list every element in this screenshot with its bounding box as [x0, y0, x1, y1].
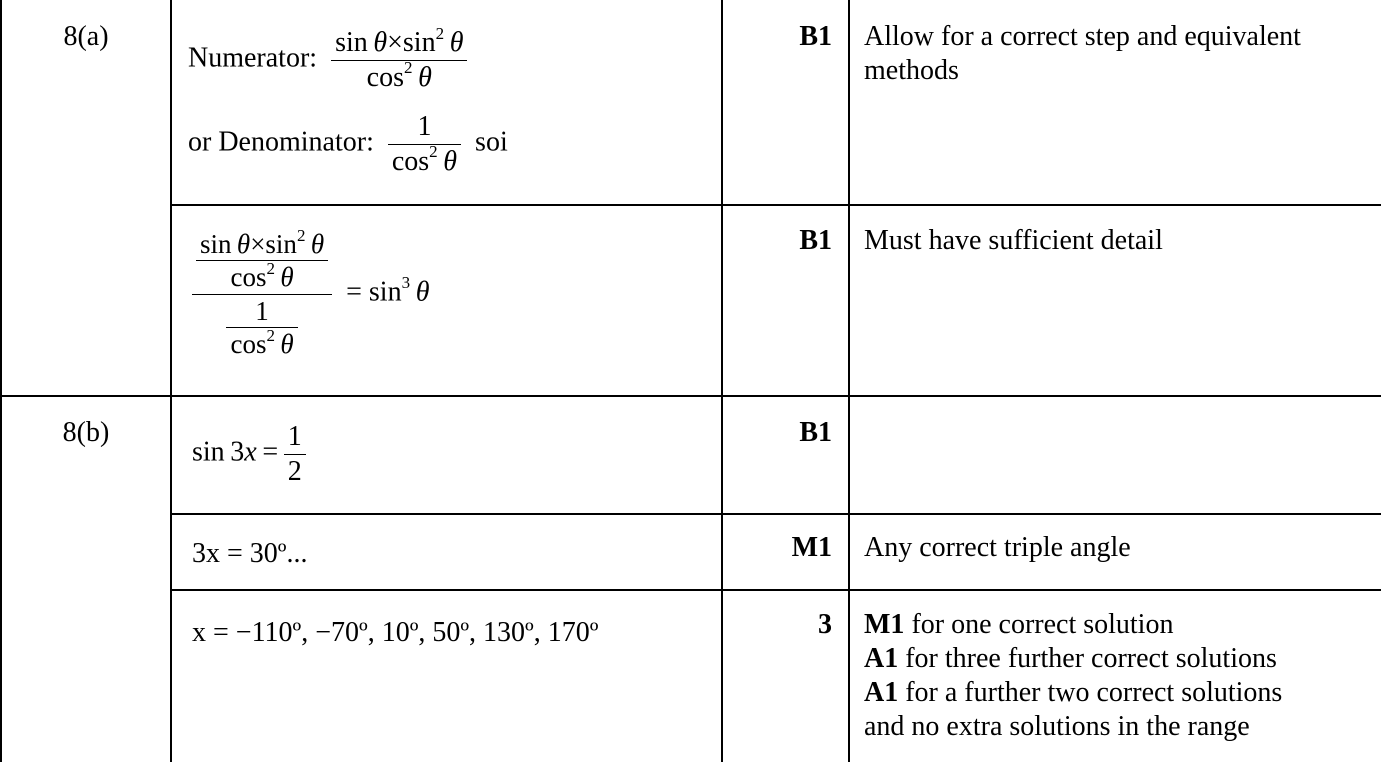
compound-fraction [192, 228, 332, 361]
guidance-line: Allow for a correct step and equivalent [864, 21, 1301, 52]
guidance-line: methods [864, 54, 959, 86]
answer-equation: sin 3x = $\frac{1}{2}$ [192, 420, 306, 488]
answer-solutions: x = −110º, −70º, 10º, 50º, 130º, 170º [192, 617, 599, 648]
mark-code: 3 [818, 609, 832, 640]
answer-numerator-step [188, 23, 467, 94]
mark-code: B1 [799, 417, 832, 448]
answer-suffix: soi [475, 126, 508, 158]
mark-code: M1 [791, 532, 832, 563]
table-border-left [0, 0, 2, 762]
answer-result: = sin [346, 276, 402, 308]
fraction: $\frac{1}{\cos^2 \theta}$ [388, 110, 461, 178]
guidance-item [864, 608, 1374, 642]
fraction: $\frac{\sin \theta\times\sin^2 \theta}{\cos^2 \theta}$ [196, 228, 328, 294]
guidance-text [864, 20, 1374, 87]
answer-compound-fraction: $\frac{\frac{\sin \theta\times\sin^2 \theta}{\cos^2 \theta}}{\frac{1}{\cos^2 \theta}}$ = $\sin^3 \theta$ [192, 228, 429, 361]
column-divider-marks [848, 0, 850, 762]
mark-code: B1 [799, 21, 832, 52]
fraction: $\frac{1}{\cos^2 \theta}$ [226, 295, 297, 361]
guidance-code: A1 [864, 677, 899, 708]
guidance-text: Any correct triple angle [864, 532, 1131, 563]
question-number: 8(a) [63, 21, 109, 52]
answer-triple-angle: 3x = 30º... [192, 538, 308, 569]
column-divider-answer [721, 0, 723, 762]
fraction: $\frac{\sin \theta\times\sin^2 \theta}{\cos^2 \theta}$ [331, 26, 467, 94]
question-number: 8(b) [62, 417, 110, 448]
guidance-code: A1 [864, 643, 899, 674]
guidance-text: Must have sufficient detail [864, 225, 1163, 256]
mark-code: B1 [799, 225, 832, 256]
guidance-item-text: for a further two correct solutions [905, 677, 1283, 708]
column-divider-question [170, 0, 172, 762]
row-divider [170, 204, 1381, 206]
question-divider [0, 395, 1381, 397]
guidance-tail: and no extra solutions in the range [864, 711, 1250, 742]
answer-denominator-step [188, 110, 508, 178]
row-divider [170, 513, 1381, 515]
row-divider [170, 589, 1381, 591]
answer-label: or Denominator: [188, 126, 374, 158]
guidance-item [864, 676, 1374, 710]
fraction: $\frac{1}{2}$ [284, 420, 306, 488]
answer-label: Numerator: [188, 42, 318, 74]
guidance-item-text: for one correct solution [911, 609, 1174, 640]
guidance-item [864, 642, 1374, 676]
guidance-list [864, 608, 1374, 744]
guidance-code: M1 [864, 609, 905, 640]
guidance-item-text: for three further correct solutions [905, 643, 1277, 674]
